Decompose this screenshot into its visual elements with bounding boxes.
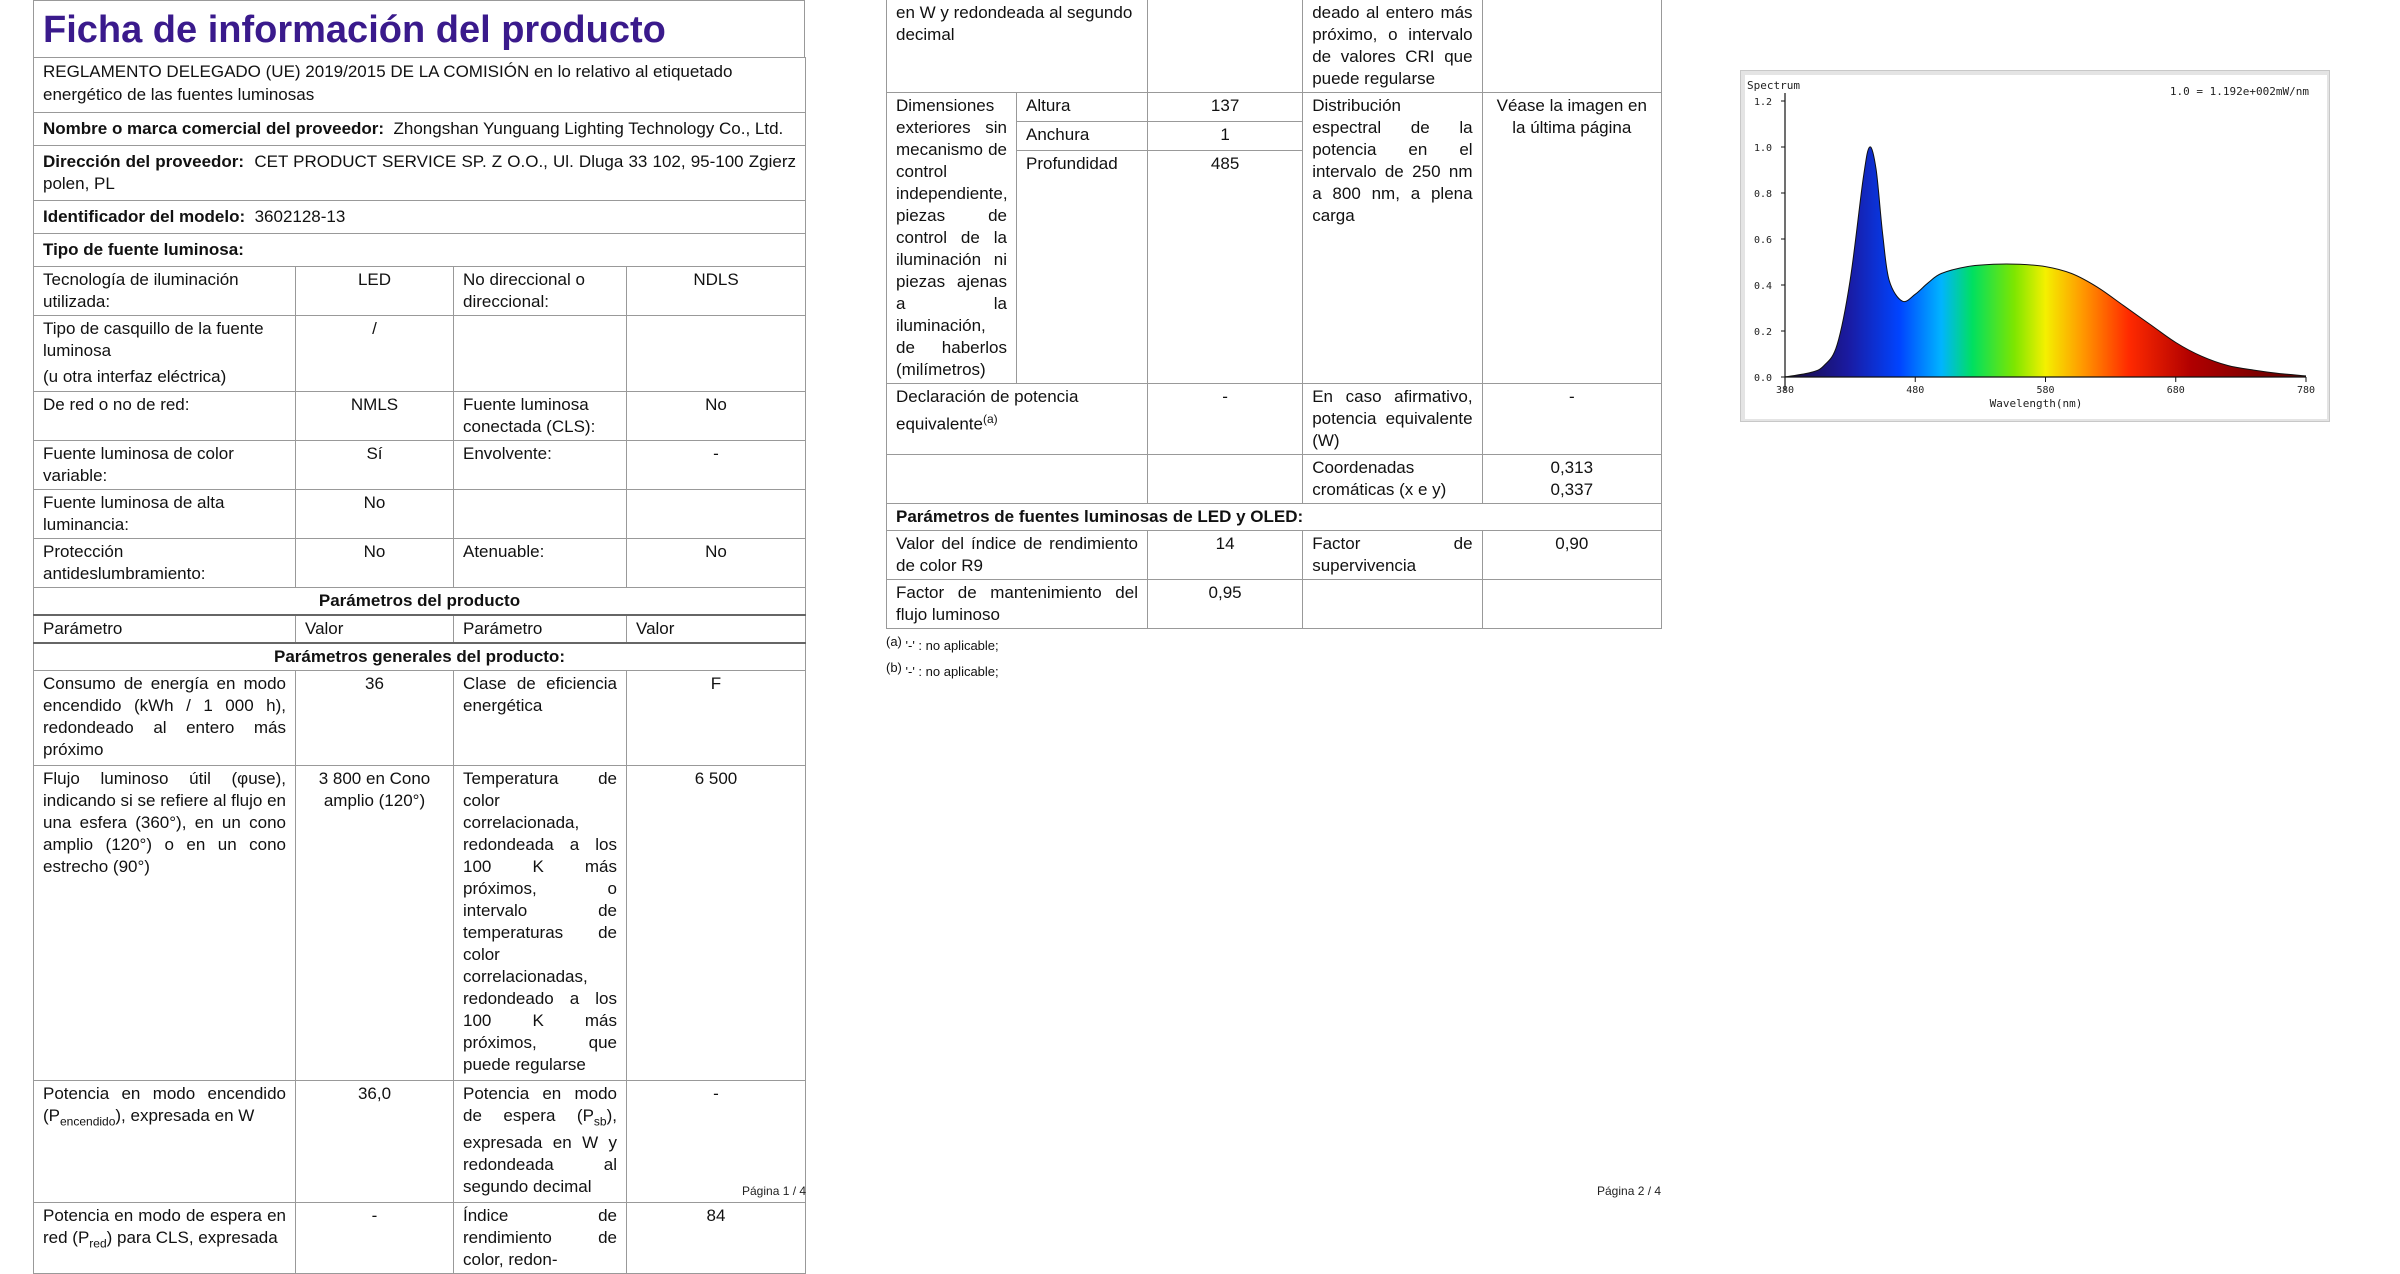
equivalent-power-label: [887, 384, 1148, 455]
continued-left-label: en W y redondeada al segundo decimal: [887, 0, 1148, 93]
on-mode-power-label: [34, 1081, 296, 1203]
envelope-label: Envolvente:: [454, 441, 627, 490]
spectrum-chart: [1740, 70, 2330, 422]
directional-value: NDLS: [627, 267, 806, 316]
high-luminance-row: [34, 490, 806, 539]
label-part: Potencia en modo de espera en red (P: [43, 1206, 286, 1248]
product-info-table-p2: [886, 0, 1662, 629]
lumen-maintenance-label: Factor de mantenimiento del flujo luminoso: [887, 580, 1148, 629]
model-id: 3602128-13: [254, 207, 346, 226]
cap-row: [34, 316, 806, 392]
product-params-heading: Parámetros del producto: [34, 588, 806, 616]
mains-value: NMLS: [296, 392, 454, 441]
colour-tunable-row: [34, 441, 806, 490]
empty-cell: [627, 490, 806, 539]
energy-row: [34, 671, 806, 766]
high-luminance-value: No: [296, 490, 454, 539]
width-label: Anchura: [1017, 122, 1148, 151]
survival-label: Factor de supervivencia: [1303, 531, 1482, 580]
mains-row: [34, 392, 806, 441]
tech-label: Tecnología de iluminación utilizada:: [34, 267, 296, 316]
label-part: Potencia en modo encendido (P: [43, 1084, 286, 1125]
footnote-marker: (a): [886, 634, 902, 649]
mains-label: De red o no de red:: [34, 392, 296, 441]
model-row: [34, 201, 806, 234]
led-params-heading: Parámetros de fuentes luminosas de LED y OLED:: [887, 504, 1662, 531]
cap-cell: [34, 316, 296, 392]
equivalent-watt-value: -: [1482, 384, 1661, 455]
chromaticity-y: 0,337: [1550, 480, 1594, 499]
x-tick-label: 780: [2296, 385, 2316, 396]
label-subscript: sb: [593, 1114, 607, 1129]
regulation-text: REGLAMENTO DELEGADO (UE) 2019/2015 DE LA COMISIÓN en lo relativo al etiquetado energético de las fuentes luminosas: [34, 58, 806, 113]
depth-value: 485: [1148, 151, 1303, 384]
footnote-text: '-' : no aplicable;: [905, 664, 999, 679]
survival-value: 0,90: [1482, 531, 1661, 580]
empty-cell: [454, 316, 627, 392]
page-2: [886, 0, 1662, 681]
cap-value: /: [296, 316, 454, 392]
supplier-address-label: Dirección del proveedor:: [43, 152, 245, 171]
y-tick-label: 1.0: [1753, 143, 1773, 154]
supplier-name-cell: [34, 113, 806, 146]
efficiency-value: F: [627, 671, 806, 766]
label-part: Potencia en modo de espera (P: [463, 1084, 617, 1125]
dimmable-value: No: [627, 539, 806, 588]
networked-standby-value: -: [296, 1203, 454, 1274]
dimmable-label: Atenuable:: [454, 539, 627, 588]
x-tick-label: 480: [1906, 385, 1925, 396]
r9-value: 14: [1148, 531, 1303, 580]
depth-label: Profundidad: [1017, 151, 1148, 384]
light-source-type-heading: Tipo de fuente luminosa:: [34, 234, 806, 267]
spectrum-svg: [1741, 71, 2331, 423]
footnote-text: '-' : no aplicable;: [905, 638, 999, 653]
dimensions-label: Dimensiones exteriores sin mecanismo de control independiente, piezas de control de la iluminación ni piezas ajenas a la iluminación, de haberlos (milímetros): [887, 93, 1017, 384]
lumen-maintenance-value: 0,95: [1148, 580, 1303, 629]
chromaticity-x: 0,313: [1550, 458, 1594, 477]
r9-row: [887, 531, 1662, 580]
y-tick-label: 1.2: [1753, 97, 1773, 108]
chromaticity-value: [1482, 455, 1661, 504]
spectral-value: Véase la imagen en la última página: [1482, 93, 1661, 384]
cls-label: Fuente luminosa conectada (CLS):: [454, 392, 627, 441]
cct-value: 6 500: [627, 766, 806, 1081]
label-part: ), expresada en W y redondeada al segundo decimal: [463, 1106, 617, 1197]
page-number-2: Página 2 / 4: [1597, 1184, 1662, 1198]
col-header-value: Valor: [627, 615, 806, 643]
page-number-1: Página 1 / 4: [742, 1184, 807, 1198]
empty-cell: [887, 455, 1148, 504]
height-label: Altura: [1017, 93, 1148, 122]
envelope-value: -: [627, 441, 806, 490]
cls-value: No: [627, 392, 806, 441]
empty-cell: [1148, 455, 1303, 504]
tech-row: [34, 267, 806, 316]
y-tick-label: 0.2: [1753, 327, 1773, 338]
footnote-marker: (b): [886, 660, 902, 675]
standby-power-value: -: [627, 1081, 806, 1203]
supplier-address: CET PRODUCT SERVICE SP. Z O.O., Ul. Dluga 33 102, 95-100 Zgierz polen, PL: [43, 152, 796, 193]
equivalent-power-value: -: [1148, 384, 1303, 455]
high-luminance-label: Fuente luminosa de alta luminancia:: [34, 490, 296, 539]
energy-value: 36: [296, 671, 454, 766]
y-tick-label: 0.8: [1753, 189, 1773, 200]
efficiency-label: Clase de eficiencia energética: [454, 671, 627, 766]
glare-label: Protección antideslumbramiento:: [34, 539, 296, 588]
label-subscript: encendido: [60, 1114, 116, 1129]
page-title: Ficha de información del producto: [43, 9, 666, 51]
colour-tunable-value: Sí: [296, 441, 454, 490]
empty-cell: [1482, 580, 1661, 629]
networked-standby-label: [34, 1203, 296, 1274]
cap-label: Tipo de casquillo de la fuente luminosa: [43, 319, 264, 360]
equivalent-power-row: [887, 384, 1662, 455]
empty-cell: [1482, 0, 1661, 93]
supplier-address-cell: [34, 146, 806, 201]
empty-cell: [627, 316, 806, 392]
dimensions-row: [887, 93, 1662, 122]
label-part: ), expresada en W: [115, 1106, 255, 1125]
col-header-param: Parámetro: [34, 615, 296, 643]
energy-label: Consumo de energía en modo encendido (kWh / 1 000 h), redondeado al entero más próximo: [34, 671, 296, 766]
equivalent-watt-label: En caso afirmativo, potencia equivalente (W): [1303, 384, 1482, 455]
light-source-type-row: [34, 234, 806, 267]
flux-value: 3 800 en Cono amplio (120°): [296, 766, 454, 1081]
continued-row: [887, 0, 1662, 93]
colour-tunable-label: Fuente luminosa de color variable:: [34, 441, 296, 490]
on-mode-power-value: 36,0: [296, 1081, 454, 1203]
empty-cell: [454, 490, 627, 539]
supplier-address-row: [34, 146, 806, 201]
footnote-ref: (a): [982, 412, 998, 426]
glare-value: No: [296, 539, 454, 588]
flux-label: Flujo luminoso útil (φuse), indicando si se refiere al flujo en una esfera (360°), en un cono amplio (120°) o en un cono estrecho (90°): [34, 766, 296, 1081]
empty-cell: [1148, 0, 1303, 93]
supplier-name-row: [34, 113, 806, 146]
standby-power-label: [454, 1081, 627, 1203]
column-header-row: [34, 615, 806, 643]
chromaticity-label: Coordenadas cromáticas (x e y): [1303, 455, 1482, 504]
cap-note: (u otra interfaz eléctrica): [43, 367, 227, 386]
led-params-header-row: [887, 504, 1662, 531]
y-tick-label: 0.4: [1753, 281, 1773, 292]
lumen-maintenance-row: [887, 580, 1662, 629]
model-label: Identificador del modelo:: [43, 207, 246, 226]
spectral-label: Distribución espectral de la potencia en el intervalo de 250 nm a 800 nm, a plena carga: [1303, 93, 1482, 384]
col-header-value: Valor: [296, 615, 454, 643]
networked-standby-row: [34, 1203, 806, 1274]
glare-row: [34, 539, 806, 588]
cri-label: Índice de rendimiento de color, redon-: [454, 1203, 627, 1274]
regulation-row: [34, 58, 806, 113]
chart-scale-note: 1.0 = 1.192e+002mW/nm: [2169, 85, 2309, 98]
directional-label: No direccional o direccional:: [454, 267, 627, 316]
y-tick-label: 0.0: [1753, 373, 1773, 384]
cri-value: 84: [627, 1203, 806, 1274]
title-box: [33, 0, 805, 57]
x-tick-label: 580: [2036, 385, 2055, 396]
chart-title: Spectrum: [1747, 79, 1800, 92]
cct-label: Temperatura de color correlacionada, redondeada a los 100 K más próximos, o intervalo de temperaturas de color correlacionadas, redondeado a los 100 K más próximos, que puede regularse: [454, 766, 627, 1081]
label-part: Declaración de potencia equivalente: [896, 387, 1079, 434]
product-info-table-p1: [33, 57, 806, 1274]
general-params-heading: Parámetros generales del producto:: [34, 643, 806, 671]
model-cell: [34, 201, 806, 234]
supplier-name: Zhongshan Yunguang Lighting Technology Co., Ltd.: [393, 119, 784, 138]
chromaticity-row: [887, 455, 1662, 504]
general-params-header-row: [34, 643, 806, 671]
x-axis-label: Wavelength(nm): [1989, 397, 2083, 410]
continued-right-label: deado al entero más próximo, o intervalo de valores CRI que puede regularse: [1303, 0, 1482, 93]
supplier-name-label: Nombre o marca comercial del proveedor:: [43, 119, 385, 138]
y-tick-label: 0.6: [1753, 235, 1773, 246]
col-header-param: Parámetro: [454, 615, 627, 643]
label-part: ) para CLS, expresada: [106, 1228, 278, 1248]
label-subscript: red: [89, 1236, 107, 1251]
tech-value: LED: [296, 267, 454, 316]
empty-cell: [1303, 580, 1482, 629]
x-tick-label: 380: [1775, 385, 1795, 396]
x-tick-label: 680: [2166, 385, 2185, 396]
width-value: 1: [1148, 122, 1303, 151]
on-mode-power-row: [34, 1081, 806, 1203]
footnote-b: [886, 659, 1662, 681]
height-value: 137: [1148, 93, 1303, 122]
r9-label: Valor del índice de rendimiento de color R9: [887, 531, 1148, 580]
footnote-a: [886, 633, 1662, 655]
flux-row: [34, 766, 806, 1081]
page-1: [33, 0, 805, 1274]
product-params-header-row: [34, 588, 806, 616]
